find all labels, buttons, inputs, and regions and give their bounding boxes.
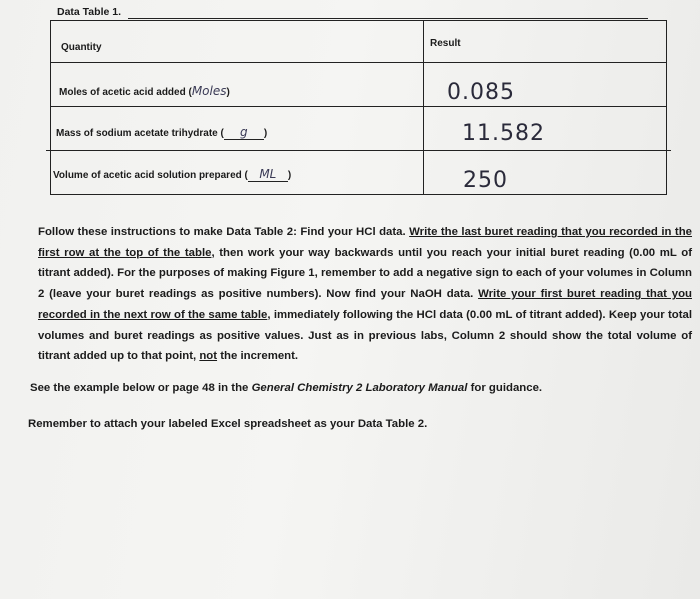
row-divider [46, 150, 671, 151]
header-quantity: Quantity [61, 42, 102, 53]
unit-handwritten: Moles [191, 84, 227, 98]
row-volume-label: Volume of acetic acid solution prepared ( ML ) [53, 167, 292, 181]
value-moles: 0.085 [447, 80, 515, 105]
value-mass: 11.582 [462, 121, 545, 146]
title-underline [128, 18, 648, 19]
row-moles-label: Moles of acetic acid added (Moles) [59, 84, 230, 98]
value-volume: 250 [463, 168, 508, 193]
header-result: Result [430, 38, 461, 49]
row-divider [50, 62, 667, 63]
unit-handwritten: ML [248, 167, 288, 182]
row-mass-label: Mass of sodium acetate trihydrate ( g ) [56, 125, 268, 139]
row-divider [50, 106, 667, 107]
column-divider [423, 20, 424, 195]
unit-handwritten: g [224, 125, 264, 140]
guidance-line: See the example below or page 48 in the General Chemistry 2 Laboratory Manual for guidance. [30, 382, 543, 394]
attach-reminder: Remember to attach your labeled Excel spreadsheet as your Data Table 2. [28, 418, 428, 430]
data-table-title: Data Table 1. [57, 6, 121, 18]
instructions-paragraph: Follow these instructions to make Data Table 2: Find your HCl data. Write the last buret reading that you recorded in the first row at the top of the table, then work your way backwards until you reach your initial buret reading (0.00 mL of titrant added). For the purposes of making Figure 1, remember to add a negative sign to each of your volumes in Column 2 (leave your buret readings as positive numbers). Now find your NaOH data. Write your first buret reading that you recorded in the next row of the same table, immediately following the HCl data (0.00 mL of titrant added). Keep your total volumes and buret readings as positive values. Just as in previous labs, Column 2 should show the total volume of titrant added up to that point, not the increment. [38, 226, 693, 363]
